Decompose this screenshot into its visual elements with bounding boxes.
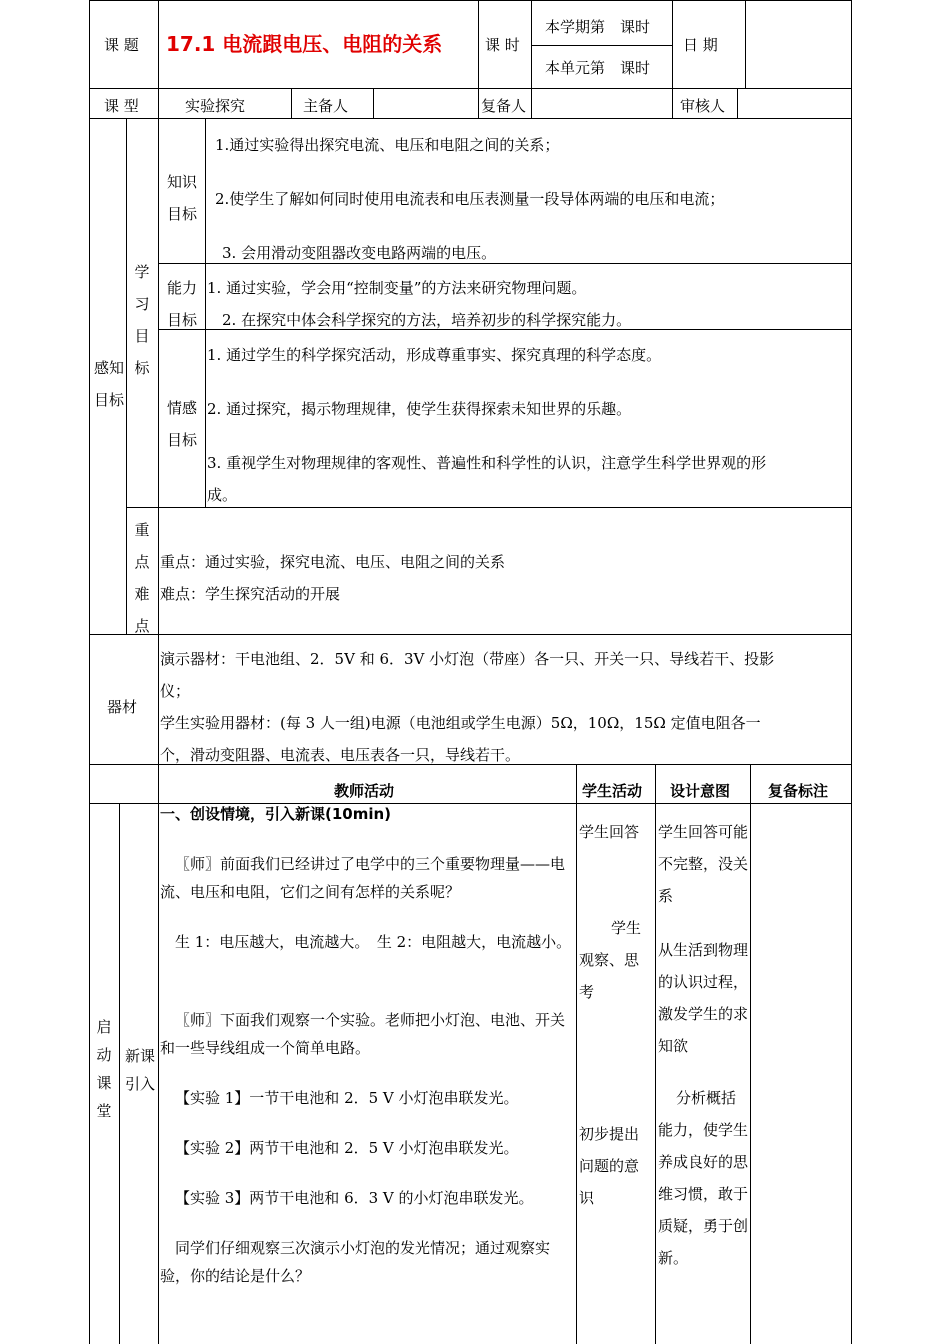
table-border-right xyxy=(851,0,852,1344)
col-line xyxy=(373,88,374,118)
table-border-left xyxy=(89,0,90,1344)
emotion-item-3-cont: 成。 xyxy=(207,486,238,504)
lesson-title: 17.1 电流跟电压、电阻的关系 xyxy=(166,32,443,56)
row-line xyxy=(89,634,852,635)
col-line xyxy=(205,118,206,507)
student-activity-header: 学生活动 xyxy=(582,782,643,800)
row-line xyxy=(89,118,852,119)
experiment-2: 【实验 2】两节干电池和 2．5 V 小灯泡串联发光。 xyxy=(175,1139,519,1157)
design-intent-header: 设计意图 xyxy=(670,782,731,800)
col-line xyxy=(576,764,577,1344)
type-value: 实验探究 xyxy=(185,97,246,115)
knowledge-item-1: 1.通过实验得出探究电流、电压和电阻之间的关系； xyxy=(215,136,560,154)
row-line xyxy=(89,0,852,1)
type-label: 课 型 xyxy=(104,97,139,115)
design-note-2: 从生活到物理的认识过程，激发学生的求知欲 xyxy=(658,941,749,1055)
col-line xyxy=(737,88,738,118)
col-line xyxy=(158,0,159,118)
ability-item-2: 2. 在探究中体会科学探究的方法，培养初步的科学探究能力。 xyxy=(222,311,632,329)
col-line xyxy=(531,88,532,118)
col-line xyxy=(158,764,159,1344)
col-line xyxy=(126,118,127,634)
emotion-item-2: 2. 通过探究，揭示物理规律，使学生获得探索未知世界的乐趣。 xyxy=(207,400,632,418)
teacher-paragraph-3: 〖师〗下面我们观察一个实验。老师把小灯泡、电池、开关和一些导线组成一个简单电路。 xyxy=(160,1011,566,1057)
teacher-paragraph-1: 〖师〗前面我们已经讲过了电学中的三个重要物理量——电流、电压和电阻，它们之间有怎样的关系呢？ xyxy=(160,855,566,901)
topic-label: 课 题 xyxy=(104,36,139,54)
equipment-line-1: 演示器材：干电池组、2．5V 和 6．3V 小灯泡（带座）各一只、开关一只、导线若干、投影 xyxy=(160,650,775,668)
teacher-paragraph-2: 生 1：电压越大，电流越大。 生 2：电阻越大，电流越小。 xyxy=(175,933,572,951)
emotion-item-3: 3. 重视学生对物理规律的客观性、普遍性和科学性的认识，注意学生科学世界观的形 xyxy=(207,454,767,472)
col-line xyxy=(158,118,159,764)
row-line xyxy=(158,329,852,330)
experiment-1: 【实验 1】一节干电池和 2．5 V 小灯泡串联发光。 xyxy=(175,1089,519,1107)
knowledge-item-2: 2.使学生了解如何同时使用电流表和电压表测量一段导体两端的电压和电流； xyxy=(215,190,725,208)
emotion-item-1: 1. 通过学生的科学探究活动，形成尊重事实、探究真理的科学态度。 xyxy=(207,346,662,364)
ability-goals-label: 能力目标 xyxy=(166,279,197,329)
student-note-2: 学生观察、思考 xyxy=(579,919,642,1001)
section-label: 新课引入 xyxy=(124,1047,155,1093)
teacher-activity-header: 教师活动 xyxy=(334,782,395,800)
stage-label: 启动课堂 xyxy=(96,1018,112,1120)
row-line xyxy=(126,507,852,508)
review-notes-header: 复备标注 xyxy=(768,782,829,800)
col-line xyxy=(750,764,751,1344)
equipment-line-4: 个，滑动变阻器、电流表、电压表各一只，导线若干。 xyxy=(160,746,521,764)
perception-goals-label: 感知目标 xyxy=(93,359,124,409)
equipment-line-2: 仪； xyxy=(160,682,191,700)
design-note-1: 学生回答可能不完整，没关系 xyxy=(658,823,749,905)
experiment-3: 【实验 3】两节干电池和 6．3 V 的小灯泡串联发光。 xyxy=(175,1189,534,1207)
semester-period: 本学期第 课时 xyxy=(545,18,651,36)
equipment-label: 器材 xyxy=(107,698,138,716)
row-line xyxy=(158,263,852,264)
key-difficult-label: 重点难点 xyxy=(134,521,150,635)
key-point: 重点：通过实验，探究电流、电压、电阻之间的关系 xyxy=(160,553,506,571)
col-line xyxy=(745,0,746,88)
row-line xyxy=(89,803,852,804)
col-line xyxy=(655,764,656,1344)
col-line xyxy=(291,88,292,118)
period-label: 课 时 xyxy=(485,36,520,54)
knowledge-item-3: 3. 会用滑动变阻器改变电路两端的电压。 xyxy=(222,244,497,262)
lesson-heading: 一、创设情境，引入新课(10min) xyxy=(160,805,392,823)
col-line xyxy=(531,0,532,88)
reviewer-label: 复备人 xyxy=(481,97,527,115)
preparer-label: 主备人 xyxy=(303,97,349,115)
student-note-1: 学生回答 xyxy=(579,823,640,841)
auditor-label: 审核人 xyxy=(680,97,726,115)
col-line xyxy=(119,803,120,1344)
row-line xyxy=(531,45,672,46)
equipment-line-3: 学生实验用器材：(每 3 人一组)电源（电池组或学生电源）5Ω，10Ω，15Ω 定值电阻各一 xyxy=(160,714,761,732)
col-line xyxy=(478,0,479,118)
study-goals-label: 学习目标 xyxy=(134,263,150,377)
teacher-paragraph-7: 同学们仔细观察三次演示小灯泡的发光情况；通过观察实验，你的结论是什么？ xyxy=(160,1239,551,1285)
emotion-goals-label: 情感目标 xyxy=(166,399,197,449)
date-label: 日 期 xyxy=(683,36,718,54)
ability-item-1: 1. 通过实验，学会用“控制变量”的方法来研究物理问题。 xyxy=(207,279,587,297)
difficult-point: 难点：学生探究活动的开展 xyxy=(160,585,341,603)
student-note-3: 初步提出问题的意识 xyxy=(579,1125,640,1207)
row-line xyxy=(89,764,852,765)
design-note-3: 分析概括能力，使学生养成良好的思维习惯，敢于质疑，勇于创新。 xyxy=(658,1089,749,1267)
col-line xyxy=(672,0,673,118)
knowledge-goals-label: 知识目标 xyxy=(166,173,197,223)
unit-period: 本单元第 课时 xyxy=(545,59,651,77)
